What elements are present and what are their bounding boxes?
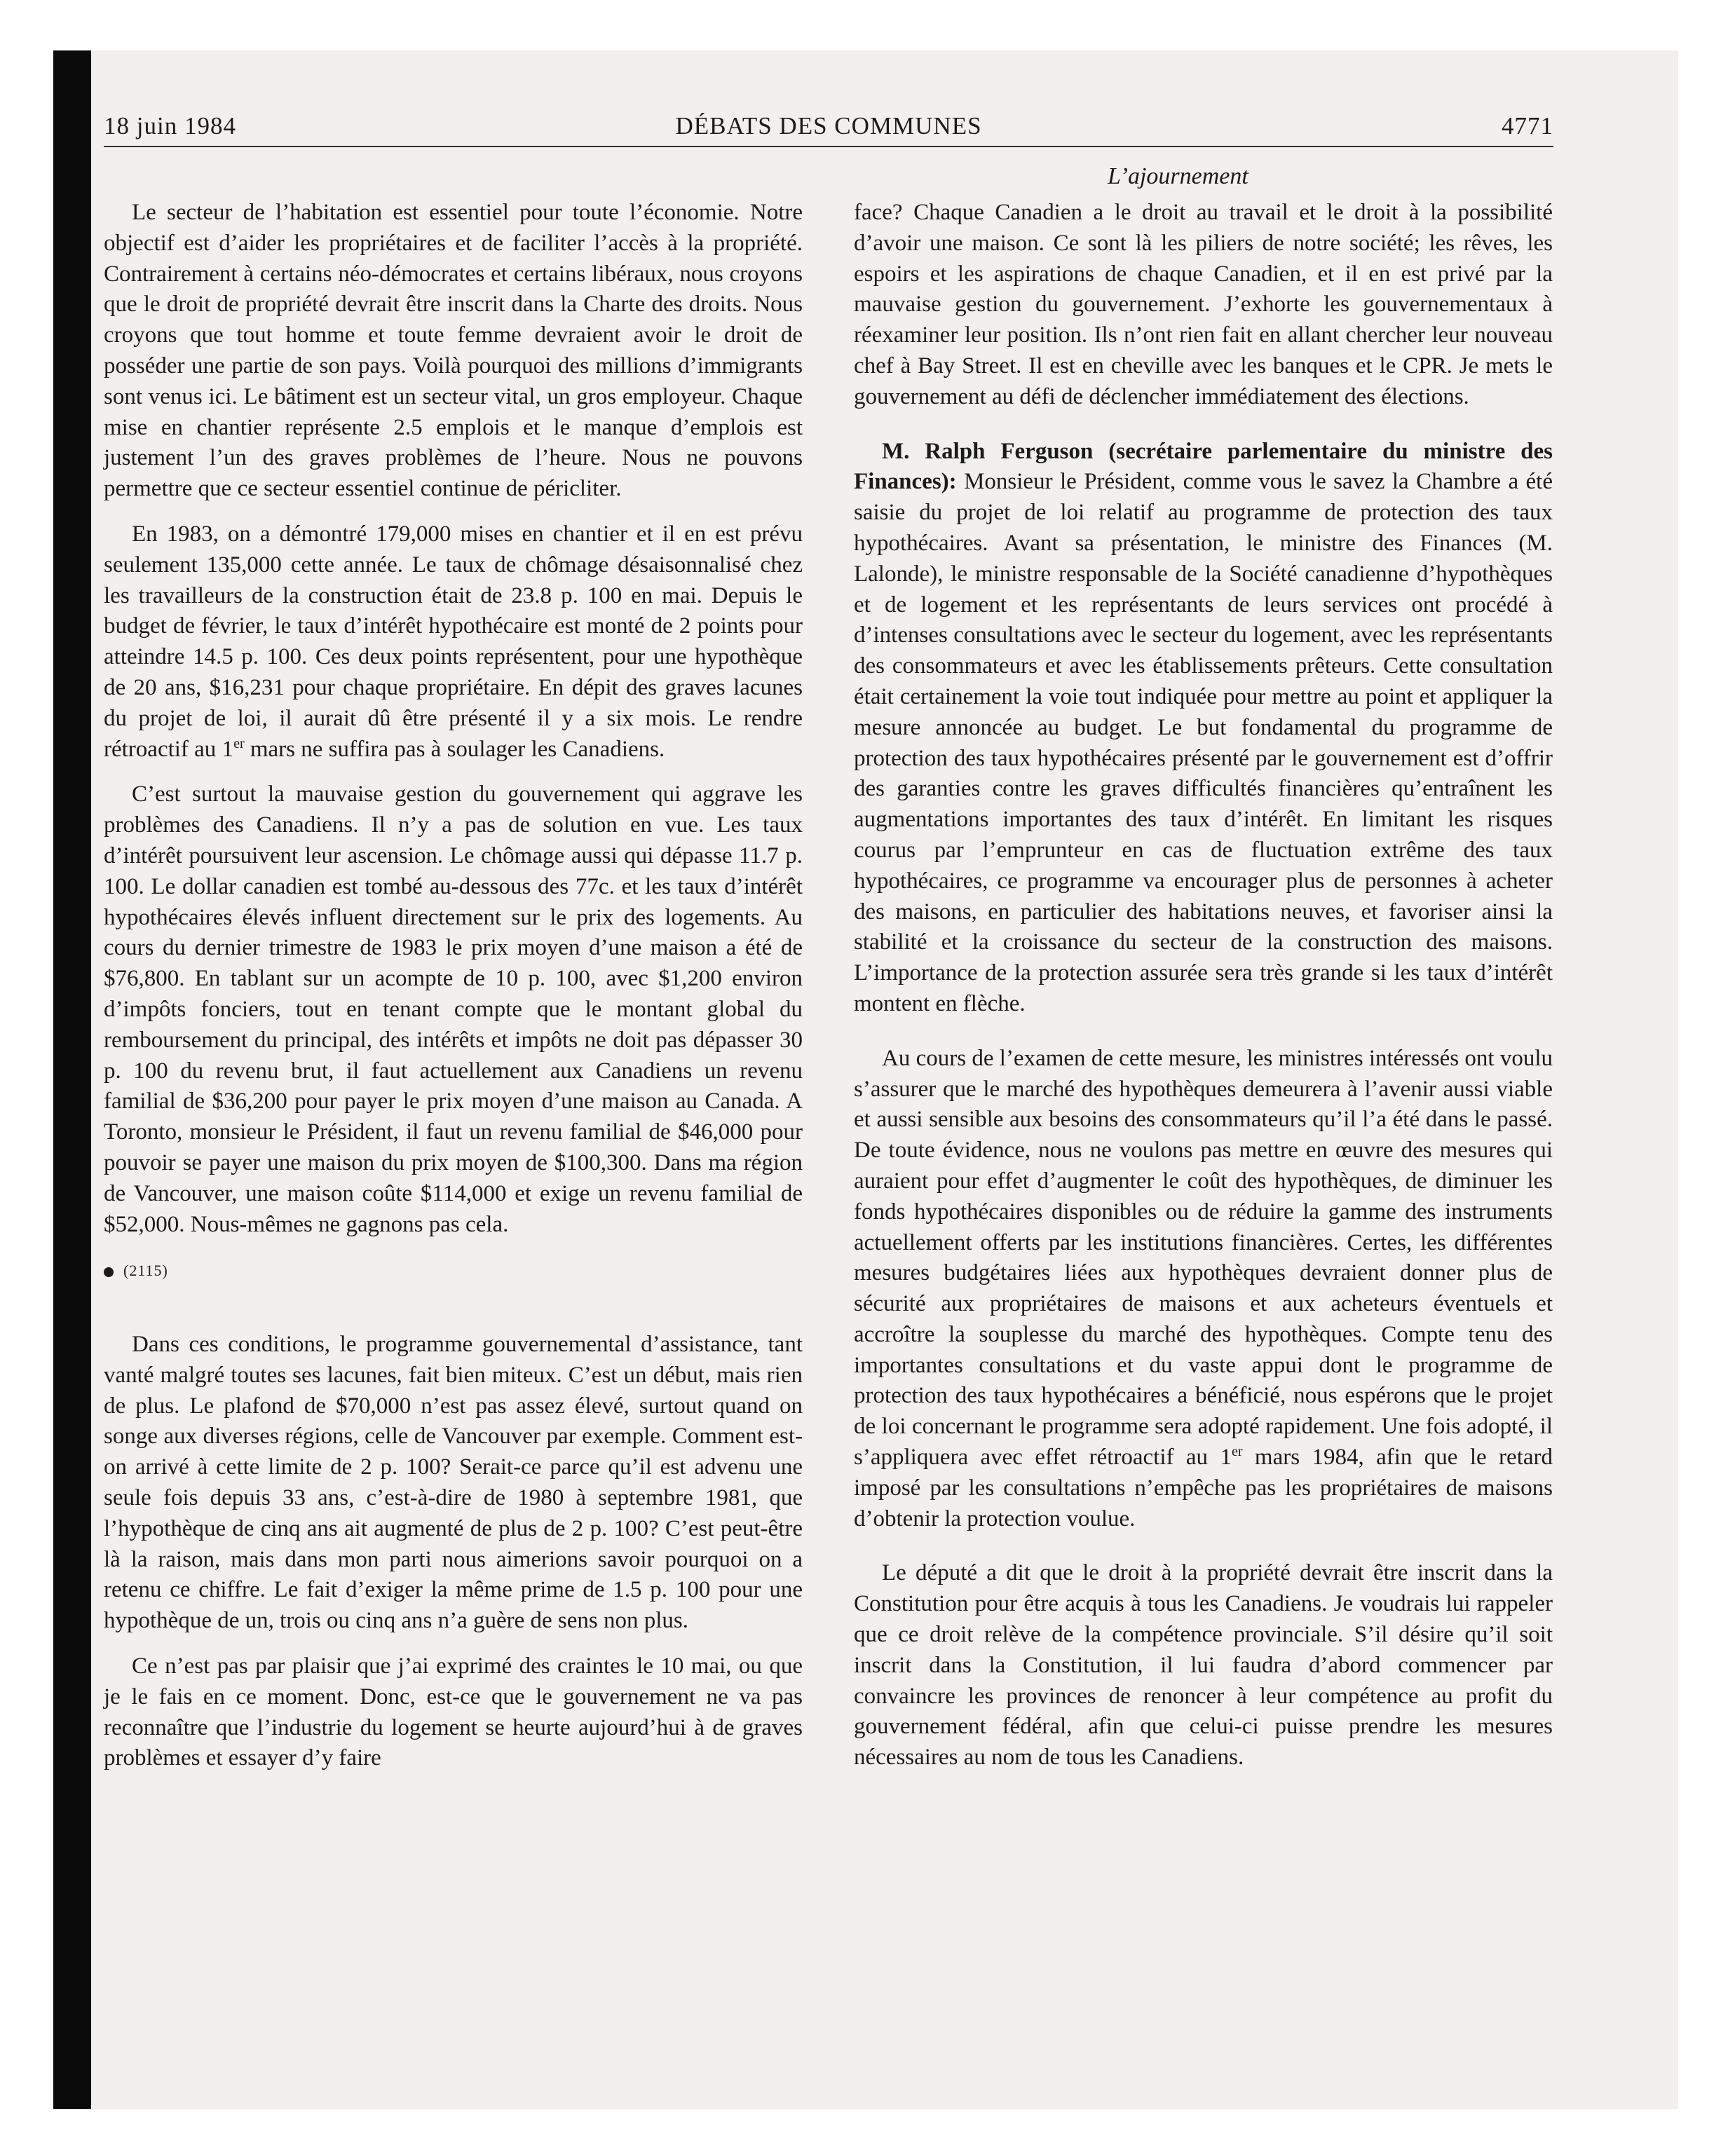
section-heading: L’ajournement xyxy=(1108,163,1248,189)
right-column xyxy=(854,198,1553,1788)
paragraph-text: En 1983, on a démontré 179,000 mises en chantier et il en est prévu seulement 135,000 cette année. Le taux de chômage désaisonnalisé chez les travailleurs de la construction était de 23.8 p. 100 en mai. Depuis le budget de février, le taux d’intérêt hypothécaire est monté de 2 points pour atteindre 14.5 p. 100. Ces deux points représentent, pour une hypothèque de 20 ans, $16,231 pour chaque propriétaire. En dépit des graves lacunes du projet de loi, il aurait dû être présenté il y a six mois. Le rendre rétroactif au 1 xyxy=(104,521,803,762)
paragraph: C’est surtout la mauvaise gestion du gouvernement qui aggrave les problèmes des Canadiens. Il n’y a pas de solution en vue. Les taux d’intérêt poursuivent leur ascension. Le chômage aussi qui dépasse 11.7 p. 100. Le dollar canadien est tombé au-dessous des 77c. et les taux d’intérêt hypothécaires élevés influent directement sur le prix des logements. Au cours du dernier trimestre de 1983 le prix moyen d’une maison a été de $76,800. En tablant sur un acompte de 10 p. 100, avec $1,200 environ d’impôts fonciers, tout en tenant compte que le montant global du remboursement du principal, des intérêts et impôts ne doit pas dépasser 30 p. 100 du revenu brut, il faut actuellement aux Canadiens un revenu familial de $36,200 pour payer le prix moyen d’une maison au Canada. A Toronto, monsieur le Président, il faut un revenu familial de $46,000 pour pouvoir se payer une maison du prix moyen de $100,300. Dans ma région de Vancouver, une maison coûte $114,000 et exige un revenu familial de $52,000. Nous-mêmes ne gagnons pas cela. xyxy=(104,782,803,1237)
paragraph: face? Chaque Canadien a le droit au travail et le droit à la possibilité d’avoir une maison. Ce sont là les piliers de notre société; les rêves, les espoirs et les aspirations de chaque Canadien, et il en est privé par la mauvaise gestion du gouvernement. J’exhorte les gouvernementaux à réexaminer leur position. Ils n’ont rien fait en allant chercher leur nouveau chef à Bay Street. Il est en cheville avec les banques et le CPR. Je mets le gouvernement au défi de déclencher immédiatement des élections. xyxy=(854,200,1553,409)
page-header xyxy=(104,112,1553,147)
speaker-name: M. Ralph Ferguson (secrétaire parlementaire du ministre des Finances): xyxy=(854,438,1553,495)
paragraph xyxy=(104,519,803,765)
superscript: er xyxy=(1231,1444,1243,1460)
paragraph: Ce n’est pas par plaisir que j’ai exprimé des craintes le 10 mai, ou que je le fais en ce moment. Donc, est-ce que le gouvernement ne va pas reconnaître que l’industrie du logement se heurte aujourd’hui à de graves problèmes et essayer d’y faire xyxy=(104,1653,803,1771)
header-rule xyxy=(104,146,1553,147)
paragraph-text: Au cours de l’examen de cette mesure, les ministres intéressés ont voulu s’assurer que le marché des hypothèques demeurera à l’avenir aussi viable et aussi sensible aux besoins des consommateurs qu’il l’a été dans le passé. De toute évidence, nous ne voulons pas mettre en œuvre des mesures qui auraient pour effet d’augmenter le coût des hypothèques, de diminuer les fonds hypothécaires disponibles ou de réduire la gamme des instruments actuellement offerts par les institutions financières. Certes, les différentes mesures budgétaires liées aux hypothèques devraient donner plus de sécurité aux propriétaires de maisons et aux acheteurs éventuels et accroître la souplesse du marché des hypothèques. Compte tenu des importantes consultations et du vaste appui dont le programme de protection des taux hypothécaires a bénéficié, nous espérons que le projet de loi concernant le programme sera adopté rapidement. Une fois adopté, il s’appliquera avec effet rétroactif au 1 xyxy=(854,1045,1553,1471)
time-marker xyxy=(104,1255,803,1286)
left-column xyxy=(104,198,803,1789)
paragraph xyxy=(854,1044,1553,1535)
paragraph-text: Monsieur le Président, comme vous le savez la Chambre a été saisie du projet de loi relatif au programme de protection des taux hypothécaires. Avant sa présentation, le ministre des Finances (M. Lalonde), le ministre responsable de la Société canadienne d’hypothèques et de logement et les représentants de leurs services ont procédé à d’intenses consultations avec le secteur du logement, avec les représentants des consommateurs et avec les établissements prêteurs. Cette consultation était certainement la voie tout indiquée pour mettre au point et appliquer la mesure annoncée au budget. Le but fondamental du programme de protection des taux hypothécaires présenté par le gouvernement est d’offrir des garanties contre les graves difficultés financières qu’entraînent les augmentations importantes des taux d’intérêt. En limitant les risques courus par l’emprunteur en cas de fluctuation extrême des taux hypothécaires, ce programme va encourager plus de personnes à acheter des maisons, en particulier des habitations neuves, et favoriser ainsi la stabilité et la croissance du secteur de la construction des maisons. L’importance de la protection assurée sera très grande si les taux d’intérêt montent en flèche. xyxy=(854,469,1553,1016)
paragraph-text: mars 1984, afin que le retard imposé par les consultations n’empêche pas les propriétaires de maisons d’obtenir la protection voulue. xyxy=(854,1445,1553,1531)
paragraph-text: mars ne suffira pas à soulager les Canadiens. xyxy=(244,736,665,762)
paragraph: Le secteur de l’habitation est essentiel pour toute l’économie. Notre objectif est d’aider les propriétaires et de faciliter l’accès à la propriété. Contrairement à certains néo-démocrates et certains libéraux, nous croyons que le droit de propriété devrait être inscrit dans la Charte des droits. Nous croyons que tout homme et toute femme devraient avoir le droit de posséder une partie de son pays. Voilà pourquoi des millions d’immigrants sont venus ici. Le bâtiment est un secteur vital, un gros employeur. Chaque mise en chantier représente 2.5 emplois et le manque d’emplois est justement l’un des graves problèmes de l’heure. Nous ne pouvons permettre que ce secteur essentiel continue de péricliter. xyxy=(104,200,803,502)
paragraph: Dans ces conditions, le programme gouvernemental d’assistance, tant vanté malgré toutes ses lacunes, fait bien miteux. C’est un début, mais rien de plus. Le plafond de $70,000 n’est pas assez élevé, surtout quand on songe aux diverses régions, celle de Vancouver par exemple. Comment est-on arrivé à cette limite de 2 p. 100? Serait-ce parce qu’il est advenu une seule fois depuis 33 ans, c’est-à-dire de 1980 à septembre 1981, que l’hypothèque de cinq ans ait augmenté de plus de 2 p. 100? C’est peut-être là la raison, mais dans mon parti nous aimerions savoir pourquoi on a retenu ce chiffre. Le fait d’exiger la même prime de 1.5 p. 100 pour une hypothèque de un, trois ou cinq ans n’a guère de sens non plus. xyxy=(104,1332,803,1634)
superscript: er xyxy=(233,735,245,751)
bullet-dot-icon xyxy=(104,1267,114,1277)
header-title: DÉBATS DES COMMUNES xyxy=(675,112,982,139)
time-marker-text: (2115) xyxy=(123,1262,168,1280)
paragraph: Le député a dit que le droit à la propriété devrait être inscrit dans la Constitution pour être acquis à tous les Canadiens. Je voudrais lui rappeler que ce droit relève de la compétence provinciale. S’il désire qu’il soit inscrit dans la Constitution, il lui faudra d’abord commencer par convaincre les provinces de renoncer à leur compétence au profit du gouvernement fédéral, afin que celui-ci puisse prendre les mesures nécessaires au nom de tous les Canadiens. xyxy=(854,1560,1553,1770)
header-page-number: 4771 xyxy=(1502,112,1553,139)
paragraph xyxy=(854,437,1553,1020)
header-date: 18 juin 1984 xyxy=(104,112,236,139)
scan-black-edge xyxy=(53,50,91,2109)
